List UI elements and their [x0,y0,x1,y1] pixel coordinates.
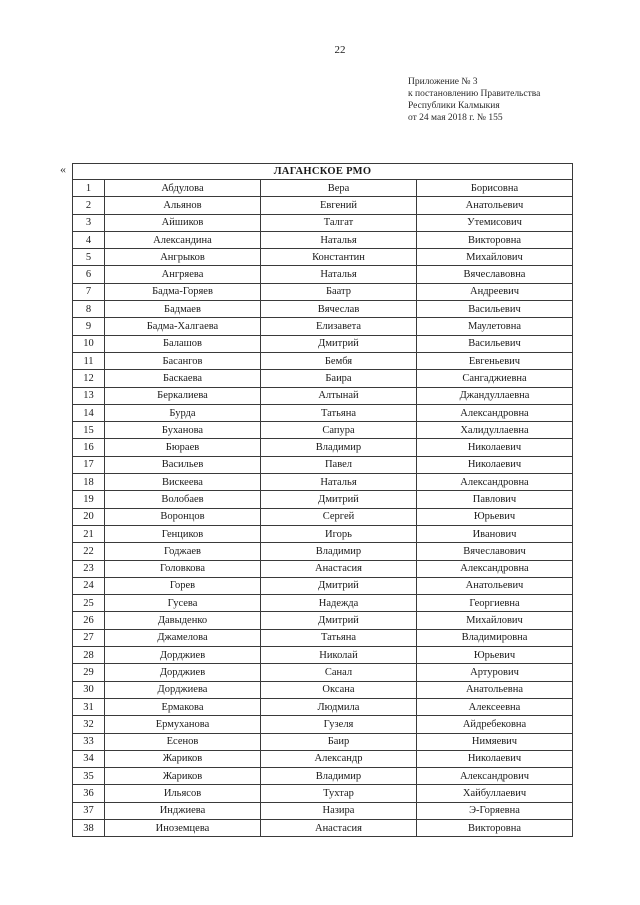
row-number-cell: 20 [73,508,105,525]
row-number-cell: 24 [73,577,105,594]
first-name-cell: Баира [261,370,417,387]
table-row [73,612,573,629]
row-number-cell: 19 [73,491,105,508]
first-name-cell: Людмила [261,698,417,715]
annex-line: Приложение № 3 [408,77,478,87]
row-number-cell: 32 [73,716,105,733]
table-row [73,197,573,214]
row-number-cell: 35 [73,768,105,785]
last-name-cell: Вискеева [105,474,261,491]
last-name-cell: Ангряева [105,266,261,283]
first-name-cell: Анастасия [261,819,417,836]
patronymic-cell: Александровна [417,560,573,577]
table-row [73,819,573,836]
patronymic-cell: Джандуллаевна [417,387,573,404]
row-number-cell: 6 [73,266,105,283]
table-row [73,266,573,283]
names-table [72,163,573,837]
row-number-cell: 29 [73,664,105,681]
row-number-cell: 28 [73,647,105,664]
table-row [73,318,573,335]
last-name-cell: Жариков [105,750,261,767]
first-name-cell: Вячеслав [261,301,417,318]
row-number-cell: 2 [73,197,105,214]
patronymic-cell: Евгеньевич [417,352,573,369]
first-name-cell: Тухтар [261,785,417,802]
annex-header [408,76,540,124]
patronymic-cell: Николаевич [417,439,573,456]
last-name-cell: Волобаев [105,491,261,508]
first-name-cell: Оксана [261,681,417,698]
last-name-cell: Иноземцева [105,819,261,836]
first-name-cell: Талгат [261,214,417,231]
last-name-cell: Бадма-Горяев [105,283,261,300]
row-number-cell: 34 [73,750,105,767]
first-name-cell: Наталья [261,474,417,491]
last-name-cell: Ермуханова [105,716,261,733]
patronymic-cell: Юрьевич [417,508,573,525]
annex-line: от 24 мая 2018 г. № 155 [408,113,503,123]
last-name-cell: Васильев [105,456,261,473]
table-row [73,681,573,698]
last-name-cell: Александина [105,231,261,248]
table-row [73,768,573,785]
first-name-cell: Надежда [261,595,417,612]
first-name-cell: Дмитрий [261,335,417,352]
first-name-cell: Алтынай [261,387,417,404]
row-number-cell: 33 [73,733,105,750]
last-name-cell: Дорджиева [105,681,261,698]
patronymic-cell: Анатольевич [417,577,573,594]
first-name-cell: Владимир [261,768,417,785]
table-row [73,335,573,352]
row-number-cell: 22 [73,543,105,560]
last-name-cell: Дорджиев [105,664,261,681]
patronymic-cell: Павлович [417,491,573,508]
patronymic-cell: Викторовна [417,819,573,836]
patronymic-cell: Михайлович [417,612,573,629]
patronymic-cell: Николаевич [417,456,573,473]
last-name-cell: Дорджиев [105,647,261,664]
row-number-cell: 30 [73,681,105,698]
table-row [73,577,573,594]
table-row [73,352,573,369]
table-row [73,474,573,491]
table-row [73,231,573,248]
patronymic-cell: Артурович [417,664,573,681]
table-row [73,698,573,715]
last-name-cell: Басангов [105,352,261,369]
table-row [73,422,573,439]
row-number-cell: 27 [73,629,105,646]
last-name-cell: Генциков [105,525,261,542]
table-row [73,750,573,767]
first-name-cell: Назира [261,802,417,819]
first-name-cell: Анастасия [261,560,417,577]
last-name-cell: Абдулова [105,180,261,197]
first-name-cell: Баатр [261,283,417,300]
patronymic-cell: Вячеславович [417,543,573,560]
row-number-cell: 10 [73,335,105,352]
first-name-cell: Александр [261,750,417,767]
last-name-cell: Бадмаев [105,301,261,318]
patronymic-cell: Андреевич [417,283,573,300]
patronymic-cell: Хайбуллаевич [417,785,573,802]
table-row [73,301,573,318]
first-name-cell: Дмитрий [261,491,417,508]
first-name-cell: Дмитрий [261,612,417,629]
first-name-cell: Гузеля [261,716,417,733]
last-name-cell: Беркалиева [105,387,261,404]
row-number-cell: 26 [73,612,105,629]
table-row [73,733,573,750]
first-name-cell: Баир [261,733,417,750]
table-row [73,647,573,664]
last-name-cell: Годжаев [105,543,261,560]
first-name-cell: Татьяна [261,404,417,421]
patronymic-cell: Утемисович [417,214,573,231]
row-number-cell: 15 [73,422,105,439]
row-number-cell: 13 [73,387,105,404]
row-number-cell: 5 [73,249,105,266]
patronymic-cell: Викторовна [417,231,573,248]
row-number-cell: 36 [73,785,105,802]
first-name-cell: Дмитрий [261,577,417,594]
last-name-cell: Ильясов [105,785,261,802]
last-name-cell: Воронцов [105,508,261,525]
table-row [73,664,573,681]
annex-line: Республики Калмыкия [408,101,500,111]
row-number-cell: 21 [73,525,105,542]
first-name-cell: Николай [261,647,417,664]
patronymic-cell: Вячеславовна [417,266,573,283]
last-name-cell: Бурда [105,404,261,421]
first-name-cell: Евгений [261,197,417,214]
annex-line: к постановлению Правительства [408,89,541,99]
last-name-cell: Альянов [105,197,261,214]
patronymic-cell: Анатольевна [417,681,573,698]
first-name-cell: Татьяна [261,629,417,646]
last-name-cell: Головкова [105,560,261,577]
table-row [73,525,573,542]
patronymic-cell: Васильевич [417,301,573,318]
last-name-cell: Ангрыков [105,249,261,266]
last-name-cell: Гусева [105,595,261,612]
patronymic-cell: Васильевич [417,335,573,352]
table-row [73,249,573,266]
first-name-cell: Игорь [261,525,417,542]
first-name-cell: Павел [261,456,417,473]
row-number-cell: 16 [73,439,105,456]
first-name-cell: Наталья [261,231,417,248]
first-name-cell: Сергей [261,508,417,525]
row-number-cell: 25 [73,595,105,612]
row-number-cell: 11 [73,352,105,369]
patronymic-cell: Сангаджиевна [417,370,573,387]
patronymic-cell: Алексеевна [417,698,573,715]
last-name-cell: Буханова [105,422,261,439]
last-name-cell: Айшиков [105,214,261,231]
patronymic-cell: Николаевич [417,750,573,767]
last-name-cell: Жариков [105,768,261,785]
table-row [73,560,573,577]
row-number-cell: 7 [73,283,105,300]
row-number-cell: 31 [73,698,105,715]
last-name-cell: Бюраев [105,439,261,456]
first-name-cell: Санал [261,664,417,681]
table-row [73,629,573,646]
patronymic-cell: Владимировна [417,629,573,646]
row-number-cell: 12 [73,370,105,387]
opening-quote-mark: « [60,162,66,176]
table-row [73,180,573,197]
row-number-cell: 1 [73,180,105,197]
patronymic-cell: Александрович [417,768,573,785]
last-name-cell: Бадма-Халгаева [105,318,261,335]
row-number-cell: 8 [73,301,105,318]
last-name-cell: Ермакова [105,698,261,715]
patronymic-cell: Айдребековна [417,716,573,733]
row-number-cell: 14 [73,404,105,421]
last-name-cell: Балашов [105,335,261,352]
table-row [73,595,573,612]
patronymic-cell: Юрьевич [417,647,573,664]
first-name-cell: Вера [261,180,417,197]
last-name-cell: Инджиева [105,802,261,819]
patronymic-cell: Халидуллаевна [417,422,573,439]
table-row [73,370,573,387]
first-name-cell: Константин [261,249,417,266]
table-row [73,214,573,231]
table-row [73,543,573,560]
patronymic-cell: Э-Горяевна [417,802,573,819]
row-number-cell: 37 [73,802,105,819]
table-row [73,508,573,525]
row-number-cell: 4 [73,231,105,248]
last-name-cell: Горев [105,577,261,594]
first-name-cell: Наталья [261,266,417,283]
table-row [73,716,573,733]
first-name-cell: Елизавета [261,318,417,335]
patronymic-cell: Александровна [417,474,573,491]
last-name-cell: Джамелова [105,629,261,646]
first-name-cell: Владимир [261,439,417,456]
row-number-cell: 3 [73,214,105,231]
patronymic-cell: Анатольевич [417,197,573,214]
patronymic-cell: Борисовна [417,180,573,197]
first-name-cell: Владимир [261,543,417,560]
patronymic-cell: Иванович [417,525,573,542]
row-number-cell: 38 [73,819,105,836]
row-number-cell: 23 [73,560,105,577]
table-title: ЛАГАНСКОЕ РМО [73,164,573,180]
last-name-cell: Давыденко [105,612,261,629]
last-name-cell: Есенов [105,733,261,750]
patronymic-cell: Маулетовна [417,318,573,335]
table-row [73,404,573,421]
row-number-cell: 9 [73,318,105,335]
patronymic-cell: Михайлович [417,249,573,266]
first-name-cell: Бембя [261,352,417,369]
table-row [73,387,573,404]
page-number: 22 [334,44,346,56]
table-row [73,785,573,802]
table-row [73,802,573,819]
table-row [73,491,573,508]
row-number-cell: 18 [73,474,105,491]
patronymic-cell: Нимяевич [417,733,573,750]
table-row [73,439,573,456]
first-name-cell: Сапура [261,422,417,439]
last-name-cell: Баскаева [105,370,261,387]
table-row [73,456,573,473]
table-row [73,283,573,300]
row-number-cell: 17 [73,456,105,473]
table-title-row [73,164,573,180]
patronymic-cell: Георгиевна [417,595,573,612]
patronymic-cell: Александровна [417,404,573,421]
